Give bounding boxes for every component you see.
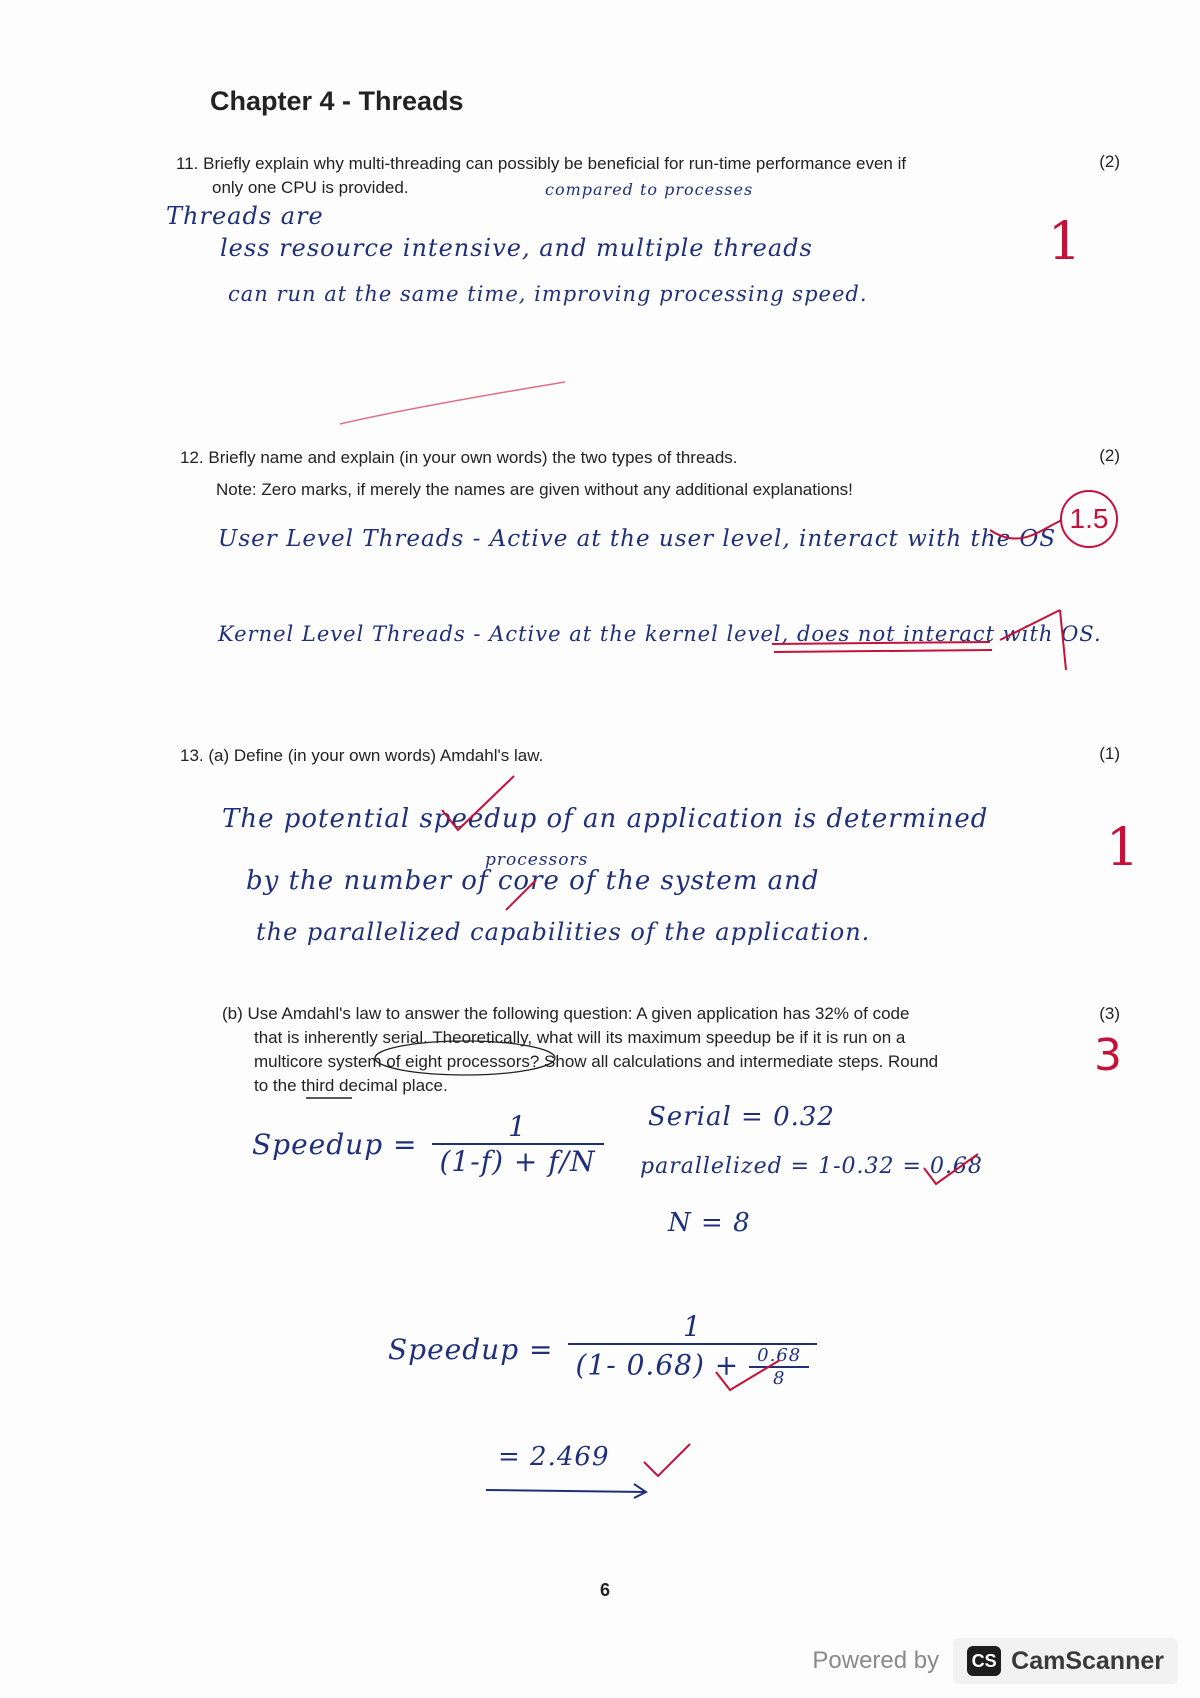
- pen-stroke: [300, 1040, 620, 1100]
- calc-inner-numerator: 0.68: [749, 1345, 809, 1368]
- camscanner-logo-icon: CS: [967, 1646, 1001, 1676]
- question-number: 12.: [180, 448, 204, 467]
- check-mark-icon: [714, 1356, 784, 1396]
- question-11: [176, 152, 1056, 176]
- pen-stroke: [760, 490, 1100, 680]
- camscanner-badge: [953, 1638, 1178, 1684]
- formula-fraction: [432, 1110, 604, 1178]
- handwritten-answer-line: by the number of core of the system and: [246, 866, 820, 896]
- handwritten-answer-line: less resource intensive, and multiple threads: [220, 234, 813, 262]
- formula-numerator: 1: [432, 1110, 604, 1145]
- question-13b-line: that is inherently serial. Theoretically, what will its maximum speedup be if it is run on a: [254, 1028, 906, 1047]
- question-13a: [180, 744, 543, 768]
- calc-denominator-a: (1- 0.68) +: [575, 1348, 740, 1382]
- powered-by-text: Powered by: [812, 1647, 940, 1674]
- camscanner-brand-name: CamScanner: [1011, 1646, 1164, 1675]
- grade-mark: 1: [1048, 212, 1083, 272]
- question-text: Briefly name and explain (in your own words) the two types of threads.: [208, 448, 738, 467]
- question-12-marks: (2): [1099, 446, 1120, 465]
- grade-mark: 1.5: [1060, 490, 1118, 548]
- camscanner-watermark: [812, 1638, 1178, 1684]
- question-text: Briefly explain why multi-threading can possibly be beneficial for run-time performance even if: [203, 154, 907, 173]
- page-number: 6: [600, 1580, 611, 1600]
- pen-stroke: [484, 1436, 704, 1502]
- question-number: 13.: [180, 746, 204, 765]
- grade-mark: 1: [1106, 818, 1141, 878]
- question-11-marks: (2): [1099, 152, 1120, 171]
- chapter-title: Chapter 4 - Threads: [210, 86, 464, 116]
- parallel-value: parallelized = 1-0.32 = 0.68: [640, 1154, 983, 1179]
- calc-numerator: 1: [568, 1310, 818, 1345]
- pen-stroke: [340, 380, 570, 430]
- question-number: 11.: [176, 154, 199, 173]
- handwritten-answer-line: Kernel Level Threads - Active at the kernel level, does not interact with OS.: [218, 622, 1102, 646]
- calc-inner-denominator: 8: [772, 1368, 786, 1389]
- formula-denominator: (1-f) + f/N: [439, 1145, 596, 1178]
- question-11-line2: only one CPU is provided.: [212, 178, 409, 197]
- question-13b-marks: (3): [1099, 1004, 1120, 1023]
- speedup-formula: [252, 1110, 604, 1178]
- check-mark-icon: [440, 770, 550, 960]
- question-13b-line: to the third decimal place.: [254, 1076, 448, 1095]
- question-text: (a) Define (in your own words) Amdahl's law.: [208, 746, 544, 765]
- grade-mark: 3: [1094, 1030, 1122, 1081]
- question-12: [180, 446, 738, 470]
- check-mark-icon: [922, 1150, 982, 1190]
- handwritten-answer-line: can run at the same time, improving processing speed.: [228, 282, 868, 306]
- question-13b-line: multicore system of eight processors? Show all calculations and intermediate steps. Round: [254, 1052, 939, 1071]
- question-13b-line: (b) Use Amdahl's law to answer the following question: A given application has 32% of code: [222, 1004, 910, 1023]
- n-value: N = 8: [668, 1208, 751, 1238]
- handwritten-insert: processors: [485, 850, 589, 870]
- calc-lhs: Speedup =: [388, 1333, 554, 1366]
- handwritten-answer-line: The potential speedup of an application is determined: [222, 804, 989, 834]
- handwritten-answer-line: Threads are: [166, 202, 324, 230]
- handwritten-answer-line: the parallelized capabilities of the application.: [256, 918, 871, 946]
- handwritten-answer-line: User Level Threads - Active at the user level, interact with the OS: [218, 526, 1057, 552]
- question-13a-marks: (1): [1099, 744, 1120, 763]
- result-value: = 2.469: [498, 1442, 610, 1472]
- question-12-note: Note: Zero marks, if merely the names are given without any additional explanations!: [216, 480, 853, 499]
- handwritten-insert: compared to processes: [545, 180, 754, 199]
- serial-value: Serial = 0.32: [648, 1102, 835, 1132]
- formula-lhs: Speedup =: [252, 1127, 418, 1161]
